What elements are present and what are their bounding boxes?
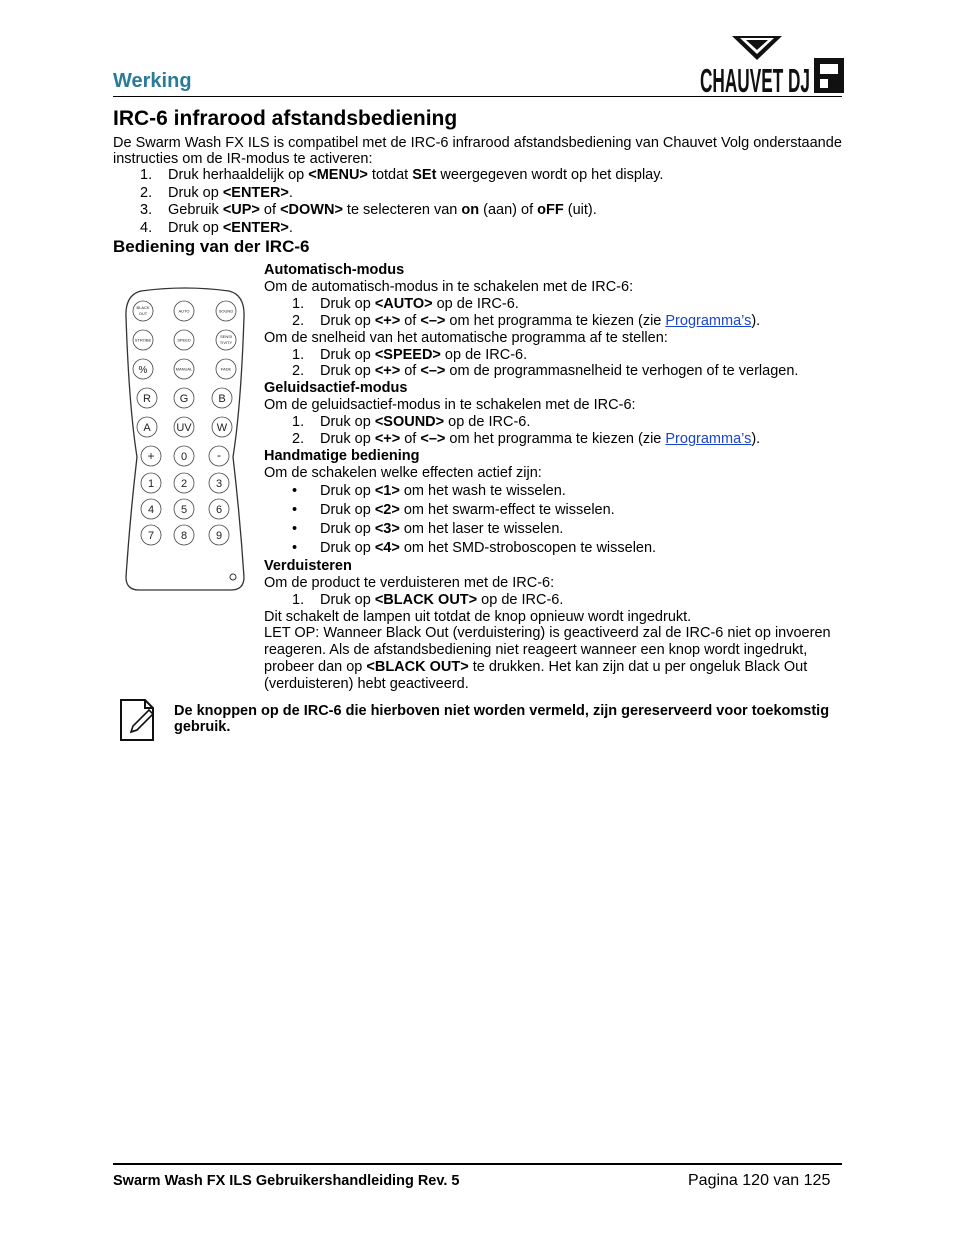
list-item: • Druk op <2> om het swarm-effect te wisselen.	[292, 501, 615, 518]
programmas-link[interactable]: Programma’s	[665, 431, 752, 448]
text-line: Dit schakelt de lampen uit totdat de knop opnieuw wordt ingedrukt.	[264, 608, 692, 625]
list-item: 2. Druk op <+> of <–> om het programma te kiezen (zie Programma’s).	[292, 312, 761, 329]
irc6-remote-illustration	[123, 287, 247, 593]
text-line: Om de schakelen welke effecten actief zijn:	[264, 464, 542, 481]
list-item: • Druk op <1> om het wash te wisselen.	[292, 482, 566, 499]
list-item: 1. Druk op <SOUND> op de IRC-6.	[292, 414, 531, 431]
remote-key-label: SPEED	[177, 337, 191, 343]
text-line: Om de automatisch-modus in te schakelen met de IRC-6:	[264, 278, 634, 295]
remote-key-label: G	[179, 393, 189, 405]
remote-key-label: 9	[215, 530, 223, 542]
header-rule	[113, 96, 842, 97]
heading-manual: Handmatige bediening	[264, 447, 420, 464]
text-line: Om de geluidsactief-modus in te schakelen met de IRC-6:	[264, 397, 636, 414]
remote-key-label: -	[217, 448, 221, 462]
list-item: 2. Druk op <+> of <–> om het programma te kiezen (zie Programma’s).	[292, 431, 761, 448]
list-item: 1. Druk op <SPEED> op de IRC-6.	[292, 346, 528, 363]
section-title: Werking	[113, 70, 192, 92]
remote-key-label: W	[216, 422, 228, 434]
remote-key-label: 5	[180, 504, 188, 516]
heading-auto: Automatisch-modus	[264, 262, 405, 278]
programmas-link[interactable]: Programma’s	[665, 312, 752, 329]
remote-key-label: TIVITY	[219, 340, 233, 345]
list-item: 1. Druk op <AUTO> op de IRC-6.	[292, 295, 519, 312]
heading-blackout: Verduisteren	[264, 557, 352, 574]
remote-key-label: 3	[215, 478, 223, 490]
remote-key-label: %	[138, 365, 148, 376]
logo-wordmark: CHAUVET DJ	[700, 62, 810, 99]
remote-key-label: 1	[147, 478, 155, 490]
reserved-buttons-note: De knoppen op de IRC-6 die hierboven niet worden vermeld, zijn gereserveerd voor toekomstig gebruik.	[174, 703, 830, 735]
remote-key-label: +	[147, 449, 155, 463]
list-item: 2. Druk op <+> of <–> om de programmasnelheid te verhogen of te verlagen.	[292, 363, 799, 380]
remote-key-label: AUTO	[178, 308, 190, 314]
remote-key-label: BLACK	[136, 305, 150, 310]
list-item: • Druk op <3> om het laser te wisselen.	[292, 520, 564, 537]
remote-key-label: 0	[180, 451, 188, 463]
blackout-warning: LET OP: Wanneer Black Out (verduistering) is geactiveerd zal de IRC-6 niet op invoeren reageren. Als de afstandsbediening niet reageert wanneer een knop wordt ingedrukt, probeer dan op <BLACK OUT> te drukken. Het kan zijn dat u per ongeluk Black Out (verduisteren) hebt geactiveerd.	[264, 625, 831, 693]
footer-page-number: Pagina 120 van 125	[688, 1172, 831, 1189]
list-item: 1. Druk herhaaldelijk op <MENU> totdat SEt weergegeven wordt op het display.	[140, 167, 664, 183]
remote-key-label: STROBE	[134, 337, 152, 343]
remote-key-label: 4	[147, 504, 155, 516]
list-item: • Druk op <4> om het SMD-stroboscopen te wisselen.	[292, 539, 657, 556]
irc6-instructions	[264, 262, 849, 693]
remote-key-label: A	[143, 422, 151, 434]
list-item: 1. Druk op <BLACK OUT> op de IRC-6.	[292, 591, 564, 608]
subsection-title: Bediening van der IRC-6	[113, 237, 310, 256]
remote-key-label: 2	[180, 478, 188, 490]
remote-key-label: B	[218, 393, 226, 405]
remote-key-label: SENSI	[219, 334, 233, 339]
intro-paragraph: De Swarm Wash FX ILS is compatibel met de IRC-6 infrarood afstandsbediening van Chauvet Volg onderstaande instructies om de IR-modus te activeren:	[113, 135, 842, 167]
chauvet-dj-logo	[700, 34, 845, 99]
remote-key-label: 8	[180, 530, 188, 542]
footer-doc-title: Swarm Wash FX ILS Gebruikershandleiding Rev. 5	[113, 1173, 460, 1189]
remote-key-label: SOUND	[218, 308, 234, 314]
list-item: 4. Druk op <ENTER>.	[140, 219, 293, 236]
remote-key-label: FADE	[220, 366, 232, 372]
heading-sound: Geluidsactief-modus	[264, 380, 408, 397]
text-line: Om de snelheid van het automatische programma af te stellen:	[264, 329, 668, 346]
remote-key-label: 6	[215, 504, 223, 516]
setup-steps	[140, 167, 663, 237]
list-item: 3. Gebruik <UP> of <DOWN> te selecteren van on (aan) of oFF (uit).	[140, 202, 597, 218]
remote-key-label: OUT	[138, 311, 148, 316]
page-title: IRC-6 infrarood afstandsbediening	[113, 107, 458, 130]
remote-key-label: 7	[147, 530, 155, 542]
remote-key-label: MANUAL	[175, 366, 193, 372]
note-icon	[119, 698, 159, 742]
footer-rule	[113, 1163, 842, 1165]
list-item: 2. Druk op <ENTER>.	[140, 184, 293, 201]
remote-key-label: R	[143, 393, 151, 405]
remote-key-label: UV	[176, 422, 192, 434]
text-line: Om de product te verduisteren met de IRC-6:	[264, 574, 555, 591]
